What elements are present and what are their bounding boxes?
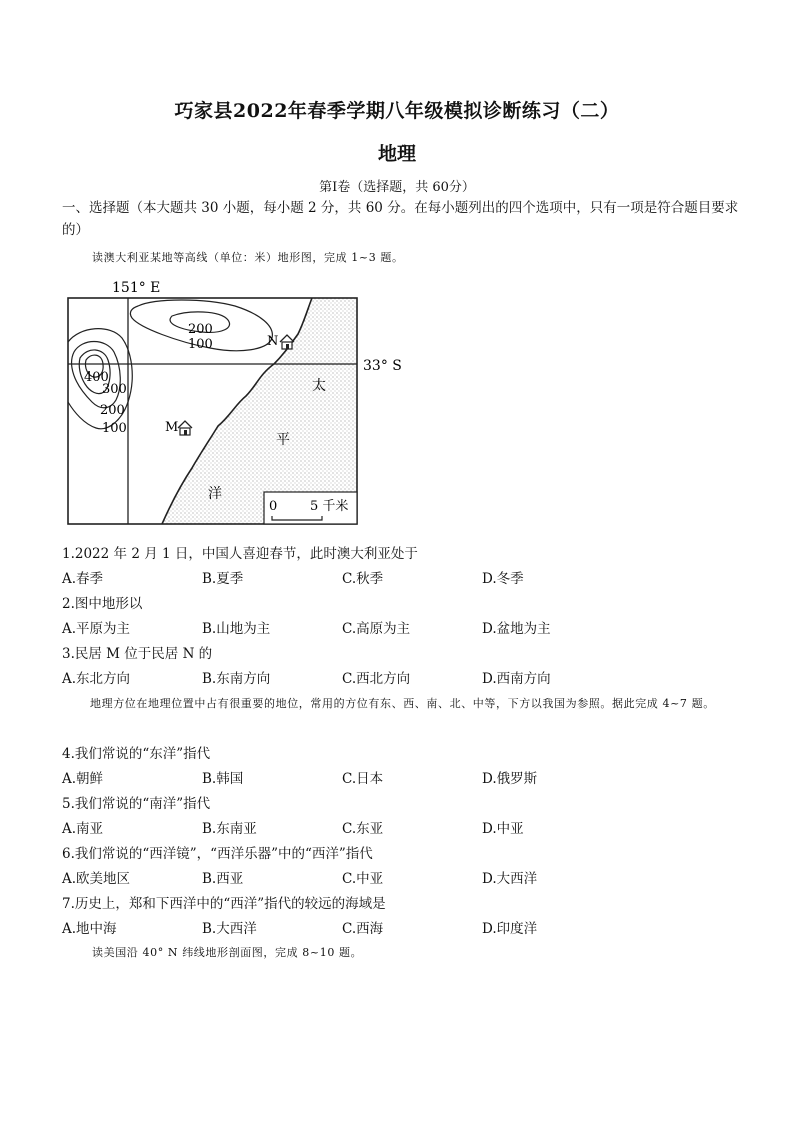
q4-option-a: A.朝鲜 — [62, 771, 104, 787]
q7-option-a: A.地中海 — [62, 921, 117, 937]
intro-1-3: 读澳大利亚某地等高线（单位：米）地形图，完成 1~3 题。 — [92, 251, 404, 264]
q6-option-c: C.中亚 — [342, 871, 384, 887]
contour-map — [60, 276, 405, 531]
sea-char-2: 平 — [276, 432, 290, 448]
q3-option-a: A.东北方向 — [62, 671, 131, 687]
question-6: 6.我们常说的“西洋镜”，“西洋乐器”中的“西洋”指代 — [62, 846, 373, 862]
contour-label-300: 300 — [102, 382, 127, 397]
question-5: 5.我们常说的“南洋”指代 — [62, 796, 211, 812]
question-1: 1.2022 年 2 月 1 日，中国人喜迎春节，此时澳大利亚处于 — [62, 546, 418, 562]
scale-zero: 0 — [269, 499, 278, 514]
volume-label: 第Ⅰ卷（选择题，共 60分） — [319, 180, 475, 195]
exam-title: 巧家县2022年春季学期八年级模拟诊断练习（二） — [174, 100, 620, 122]
section-instruction: 一、选择题（本大题共 30 小题，每小题 2 分，共 60 分。在每小题列出的四个选项中，只有一项是符合题目要求的） — [62, 200, 739, 238]
q3-option-b: B.东南方向 — [202, 671, 271, 687]
q5-option-a: A.南亚 — [62, 821, 104, 837]
latitude-label: 33° S — [363, 358, 402, 374]
q5-option-b: B.东南亚 — [202, 821, 257, 837]
house-n-icon — [280, 335, 294, 349]
contour-label-100-left: 100 — [102, 421, 127, 436]
q4-option-c: C.日本 — [342, 771, 384, 787]
q6-option-a: A.欧美地区 — [62, 871, 131, 887]
q4-option-d: D.俄罗斯 — [482, 771, 538, 787]
q1-option-d: D.冬季 — [482, 571, 524, 587]
sea-char-3: 洋 — [208, 486, 222, 502]
question-3: 3.民居 M 位于民居 N 的 — [62, 646, 213, 662]
q5-option-c: C.东亚 — [342, 821, 384, 837]
q5-option-d: D.中亚 — [482, 821, 524, 837]
q2-option-a: A.平原为主 — [62, 621, 131, 637]
contour-label-200-left: 200 — [100, 403, 125, 418]
q1-option-b: B.夏季 — [202, 571, 244, 587]
q7-option-b: B.大西洋 — [202, 921, 257, 937]
q3-option-d: D.西南方向 — [482, 671, 551, 687]
question-7: 7.历史上，郑和下西洋中的“西洋”指代的较远的海域是 — [62, 896, 386, 912]
house-m-label: M — [165, 420, 179, 435]
q2-option-d: D.盆地为主 — [482, 621, 551, 637]
q6-option-d: D.大西洋 — [482, 871, 538, 887]
contour-label-400: 400 — [84, 370, 109, 385]
question-2: 2.图中地形以 — [62, 596, 143, 612]
q6-option-b: B.西亚 — [202, 871, 244, 887]
subject-title: 地理 — [377, 143, 416, 165]
q2-option-c: C.高原为主 — [342, 621, 411, 637]
q7-option-c: C.西海 — [342, 921, 384, 937]
q2-option-b: B.山地为主 — [202, 621, 271, 637]
q1-option-c: C.秋季 — [342, 571, 384, 587]
intro-4-7: 地理方位在地理位置中占有很重要的地位，常用的方位有东、西、南、北、中等，下方以我国为参照。据此完成 4~7 题。 — [90, 697, 715, 710]
intro-8-10: 读美国沿 40° N 纬线地形剖面图，完成 8~10 题。 — [92, 946, 363, 959]
house-n-label: N — [267, 334, 279, 349]
q4-option-b: B.韩国 — [202, 771, 244, 787]
q3-option-c: C.西北方向 — [342, 671, 411, 687]
contour-label-100-top: 100 — [188, 337, 213, 352]
contour-label-200-top: 200 — [188, 322, 213, 337]
house-m-icon — [178, 421, 192, 435]
q1-option-a: A.春季 — [62, 571, 104, 587]
question-4: 4.我们常说的“东洋”指代 — [62, 746, 211, 762]
longitude-label: 151° E — [112, 280, 161, 296]
sea-char-1: 太 — [312, 378, 326, 394]
scale-label: 5 千米 — [310, 499, 349, 514]
q7-option-d: D.印度洋 — [482, 921, 538, 937]
